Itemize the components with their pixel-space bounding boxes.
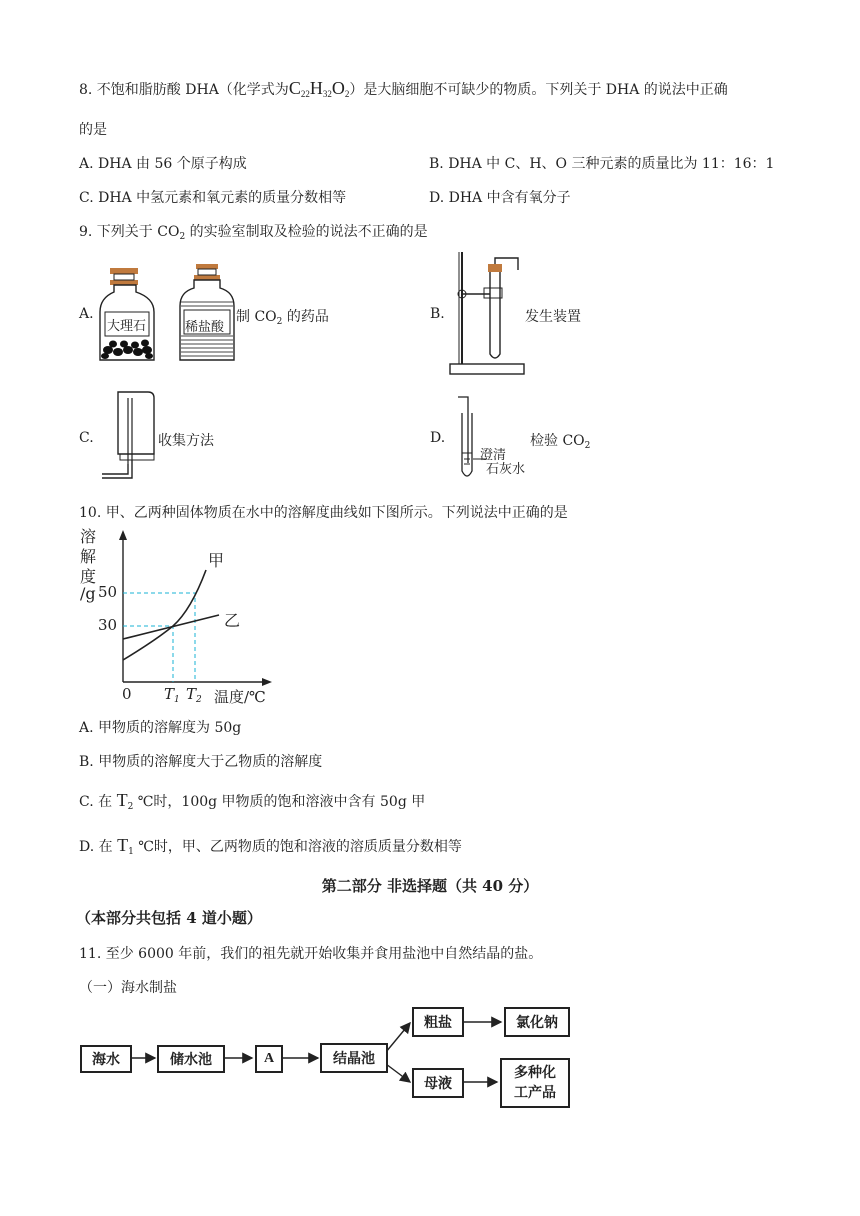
limewater-label-1: 澄清 — [480, 448, 507, 463]
y-tick-30: 30 — [98, 616, 118, 634]
flow-box-seawater: 海水 — [80, 1045, 132, 1073]
flow-box-reservoir: 储水池 — [157, 1045, 225, 1073]
q9-option-a-caption: 制 $CO_2$ 的药品 — [236, 309, 329, 327]
q8-option-a: A. DHA 由 56 个原子构成 — [79, 156, 247, 172]
q11-subheading: （一）海水制盐 — [79, 980, 177, 996]
part2-note: （本部分共包括 4 道小题） — [76, 909, 262, 927]
q9-option-d-letter: D. — [430, 430, 446, 446]
marble-label: 大理石 — [107, 319, 147, 334]
q9-option-a-letter: A. — [79, 306, 94, 322]
q8-option-d: D. DHA 中含有氧分子 — [429, 190, 571, 206]
q8-stem-pre: 8. 不饱和脂肪酸 DHA（化学式为 — [79, 82, 289, 98]
part2-title: 第二部分 非选择题（共 40 分） — [321, 877, 539, 895]
arrow-crystal-mother — [386, 1064, 410, 1082]
series-yi-label: 乙 — [224, 611, 241, 630]
q9-option-c-letter: C. — [79, 430, 94, 446]
flow-products-line2: 工产品 — [514, 1085, 556, 1101]
y-label-2: 解 — [80, 547, 97, 566]
q9-stem: 9. 下列关于 $CO_2$ 的实验室制取及检验的说法不正确的是 — [79, 224, 428, 242]
q9-option-b-caption: 发生装置 — [525, 309, 581, 325]
y-tick-50: 50 — [98, 583, 118, 601]
series-jia-label: 甲 — [208, 551, 225, 570]
q9-option-c-caption: 收集方法 — [158, 433, 214, 449]
flow-box-mother-liquor: 母液 — [412, 1068, 464, 1098]
y-label-4: /g — [80, 584, 96, 603]
q10-option-d: D. 在 $T_1$ ℃时，甲、乙两物质的饱和溶液的溶质质量分数相等 — [79, 835, 462, 857]
flow-box-a: A — [255, 1045, 283, 1073]
limewater-label-2: 石灰水 — [486, 462, 526, 477]
q9-option-d-caption: 检验 $CO_2$ — [530, 433, 591, 451]
q8-stem-post: ）是大脑细胞不可缺少的物质。下列关于 DHA 的说法中正确 — [349, 82, 728, 98]
q11-stem: 11. 至少 6000 年前，我们的祖先就开始收集并食用盐池中自然结晶的盐。 — [79, 946, 543, 962]
q10-option-a: A. 甲物质的溶解度为 50g — [79, 720, 242, 736]
q10-stem: 10. 甲、乙两种固体物质在水中的溶解度曲线如下图所示。下列说法中正确的是 — [79, 505, 568, 521]
flow-box-crystal-pool: 结晶池 — [320, 1043, 388, 1073]
q8-formula: $C_{22}H_{32}O_2$ — [288, 78, 350, 99]
arrow-crystal-crude — [386, 1023, 410, 1052]
q9-option-b-letter: B. — [430, 306, 445, 322]
q10-option-c: C. 在 $T_2$ ℃时，100g 甲物质的饱和溶液中含有 50g 甲 — [79, 790, 426, 812]
hydrochloric-acid-label: 稀盐酸 — [185, 320, 225, 335]
x-origin: 0 — [122, 685, 132, 703]
y-label-1: 溶 — [80, 527, 97, 546]
x-axis-label: 温度/℃ — [214, 688, 266, 706]
q8-line2: 的是 — [79, 122, 107, 138]
y-label-3: 度 — [80, 567, 97, 586]
x-tick-t1: $T_1$ — [164, 685, 180, 705]
flow-box-products — [500, 1058, 570, 1108]
flow-box-crude-salt: 粗盐 — [412, 1007, 464, 1037]
flow-products-line1: 多种化 — [514, 1065, 556, 1081]
q8-option-b: B. DHA 中 C、H、O 三种元素的质量比为 11：16：1 — [429, 156, 775, 172]
flow-box-nacl: 氯化钠 — [504, 1007, 570, 1037]
q10-option-b: B. 甲物质的溶解度大于乙物质的溶解度 — [79, 754, 323, 770]
q8-option-c: C. DHA 中氢元素和氧元素的质量分数相等 — [79, 190, 347, 206]
x-tick-t2: $T_2$ — [186, 685, 202, 705]
